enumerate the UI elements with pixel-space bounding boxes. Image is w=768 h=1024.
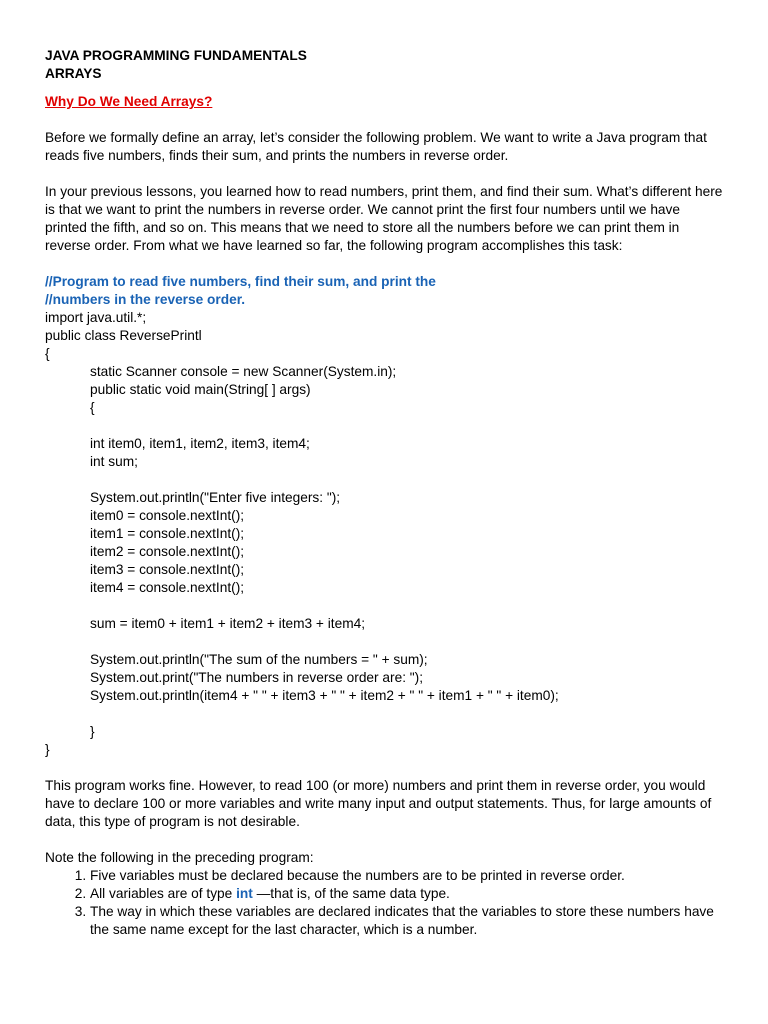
code-block: [45, 309, 725, 759]
code-line: item3 = console.nextInt();: [90, 562, 245, 577]
code-line: {: [90, 400, 95, 415]
paragraph-context: In your previous lessons, you learned how to read numbers, print them, and find their sum. What’s different here is that we want to print the numbers in reverse order. We cannot print the first four numbers until we have printed the fifth, and so on. This means that we need to store all the numbers before we can print them in reverse order. From what we have learned so far, the following program accomplishes this task:: [45, 184, 723, 253]
paragraph-analysis: This program works fine. However, to read 100 (or more) numbers and print them in reverse order, you would have to declare 100 or more variables and write many input and output statements. Thus, for large amounts of data, this type of program is not desirable.: [45, 778, 712, 829]
code-line: int sum;: [90, 454, 138, 469]
code-line: item0 = console.nextInt();: [90, 508, 245, 523]
code-line: System.out.println(item4 + " " + item3 + " " + item2 + " " + item1 + " " + item0);: [90, 688, 559, 703]
code-line: }: [45, 742, 50, 757]
note-text: The way in which these variables are declared indicates that the variables to store these numbers have the same name except for the last character, which is a number.: [90, 904, 714, 937]
code-line: public class ReversePrintl: [45, 328, 202, 343]
code-line: item2 = console.nextInt();: [90, 544, 245, 559]
code-blank: [45, 417, 725, 435]
code-line: sum = item0 + item1 + item2 + item3 + item4;: [90, 616, 366, 631]
code-line: static Scanner console = new Scanner(System.in);: [90, 364, 397, 379]
code-line: {: [45, 346, 50, 361]
note-text: All variables are of type: [90, 886, 237, 901]
code-blank: [45, 633, 725, 651]
note-text: Five variables must be declared because the numbers are to be printed in reverse order.: [90, 868, 625, 883]
section-heading: Why Do We Need Arrays?: [45, 94, 213, 109]
code-line: System.out.print("The numbers in reverse order are: ");: [90, 670, 424, 685]
code-line: int item0, item1, item2, item3, item4;: [90, 436, 310, 451]
code-blank: [45, 471, 725, 489]
code-line: item4 = console.nextInt();: [90, 580, 245, 595]
keyword-int: int: [236, 886, 253, 901]
paragraph-notes-intro: Note the following in the preceding program:: [45, 850, 314, 865]
list-item: [90, 885, 725, 903]
code-line: }: [90, 724, 95, 739]
list-item: [90, 867, 725, 885]
paragraph-intro: Before we formally define an array, let’s consider the following problem. We want to write a Java program that reads five numbers, finds their sum, and prints the numbers in reverse order.: [45, 130, 707, 163]
code-blank: [45, 597, 725, 615]
document-body: [45, 47, 725, 939]
doc-subtitle: ARRAYS: [45, 66, 102, 81]
code-line: item1 = console.nextInt();: [90, 526, 245, 541]
doc-title: JAVA PROGRAMMING FUNDAMENTALS: [45, 48, 307, 63]
notes-list: [45, 867, 725, 939]
code-blank: [45, 705, 725, 723]
code-line: System.out.println("Enter five integers: ");: [90, 490, 341, 505]
code-line: import java.util.*;: [45, 310, 147, 325]
code-line: public static void main(String[ ] args): [90, 382, 311, 397]
code-comment-1: //Program to read five numbers, find their sum, and print the: [45, 274, 436, 289]
note-text: —that is, of the same data type.: [252, 886, 450, 901]
code-line: System.out.println("The sum of the numbers = " + sum);: [90, 652, 428, 667]
list-item: [90, 903, 725, 939]
code-comment-2: //numbers in the reverse order.: [45, 292, 246, 307]
